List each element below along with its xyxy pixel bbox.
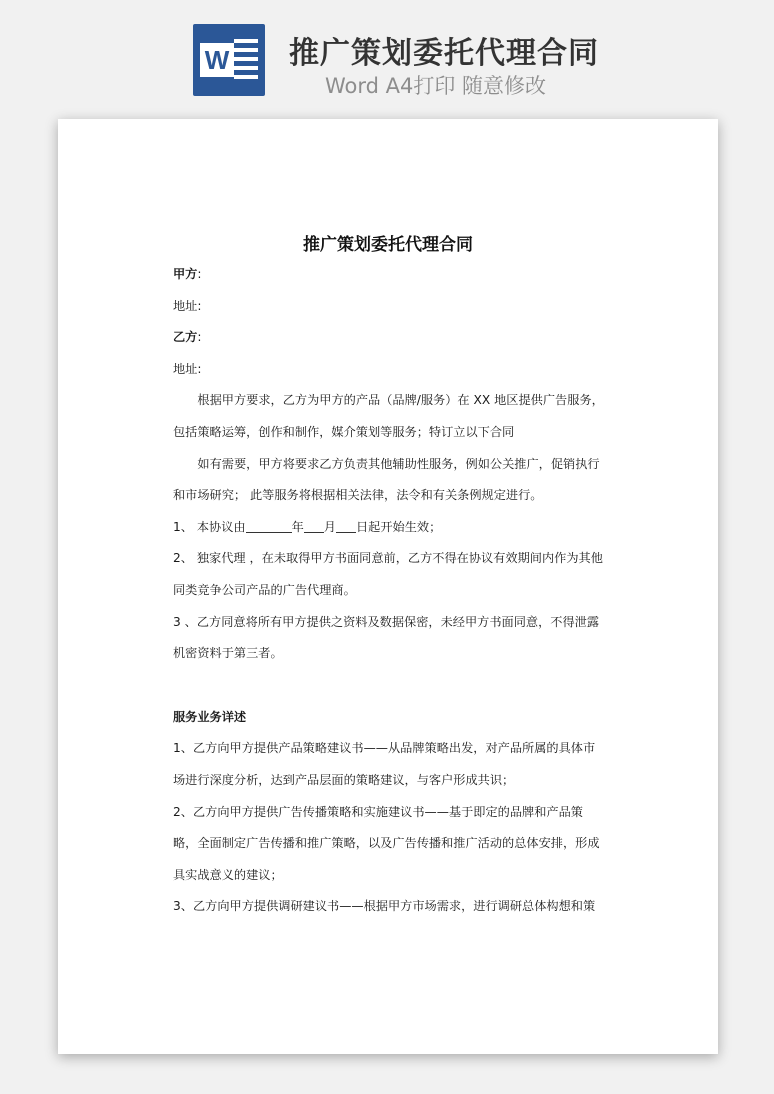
- address-b-line: 地址:: [173, 361, 202, 376]
- word-icon-letter: W: [200, 43, 234, 77]
- clause-2: 2、 独家代理 ，在未取得甲方书面同意前，乙方不得在协议有效期间内作为其他同类竞争公司产品的广告代理商。: [173, 551, 603, 597]
- service-3: 3、乙方向甲方提供调研建议书——根据甲方市场需求，进行调研总体构想和策: [173, 899, 596, 914]
- document-body: [173, 259, 604, 923]
- clause-3: 3 、乙方同意将所有甲方提供之资料及数据保密，未经甲方书面同意，不得泄露机密资料于第三者。: [173, 614, 600, 661]
- service-1: 1、乙方向甲方提供产品策略建议书——从品牌策略出发，对产品所属的具体市场进行深度分析，达到产品层面的策略建议，与客户形成共识；: [173, 741, 596, 787]
- date-blank-year[interactable]: [246, 518, 292, 533]
- spacer: [173, 670, 604, 702]
- banner-subtitle: Word A4打印 随意修改: [325, 74, 547, 98]
- clause-1-start: 1、 本协议由: [173, 519, 246, 534]
- clause-1: [173, 512, 604, 544]
- clause-1-end: 日起开始生效；: [355, 519, 442, 534]
- party-a-colon: :: [197, 267, 202, 281]
- clause-1-month: 月: [323, 519, 336, 534]
- party-b-colon: :: [197, 330, 202, 345]
- party-a-line: [173, 259, 604, 291]
- party-b-label: 乙方: [173, 330, 198, 345]
- banner-title: 推广策划委托代理合同: [289, 36, 599, 71]
- paragraph-1: 根据甲方要求，乙方为甲方的产品（品牌/服务）在 XX 地区提供广告服务，包括策略运筹，创作和制作，媒介策划等服务；特订立以下合同: [173, 393, 604, 439]
- service-2: 2、乙方向甲方提供广告传播策略和实施建议书——基于即定的品牌和产品策略，全面制定广告传播和推广策略，以及广告传播和推广活动的总体安排，形成具实战意义的建议；: [173, 804, 600, 882]
- address-a-line: 地址:: [173, 298, 202, 313]
- document-page: [58, 119, 718, 1054]
- date-blank-month[interactable]: [304, 518, 324, 533]
- document-title: 推广策划委托代理合同: [303, 235, 473, 255]
- word-icon-lines: [234, 39, 258, 84]
- date-blank-day[interactable]: [336, 518, 356, 533]
- clause-1-year: 年: [291, 519, 304, 534]
- section-heading: 服务业务详述: [173, 709, 247, 724]
- party-a-label: 甲方: [173, 267, 198, 281]
- paragraph-2: 如有需要，甲方将要求乙方负责其他辅助性服务，例如公关推广，促销执行和市场研究； 此等服务将根据相关法律，法令和有关条例规定进行。: [173, 456, 600, 503]
- banner-header: [0, 0, 774, 118]
- party-b-line: [173, 322, 604, 354]
- word-icon: [193, 24, 265, 96]
